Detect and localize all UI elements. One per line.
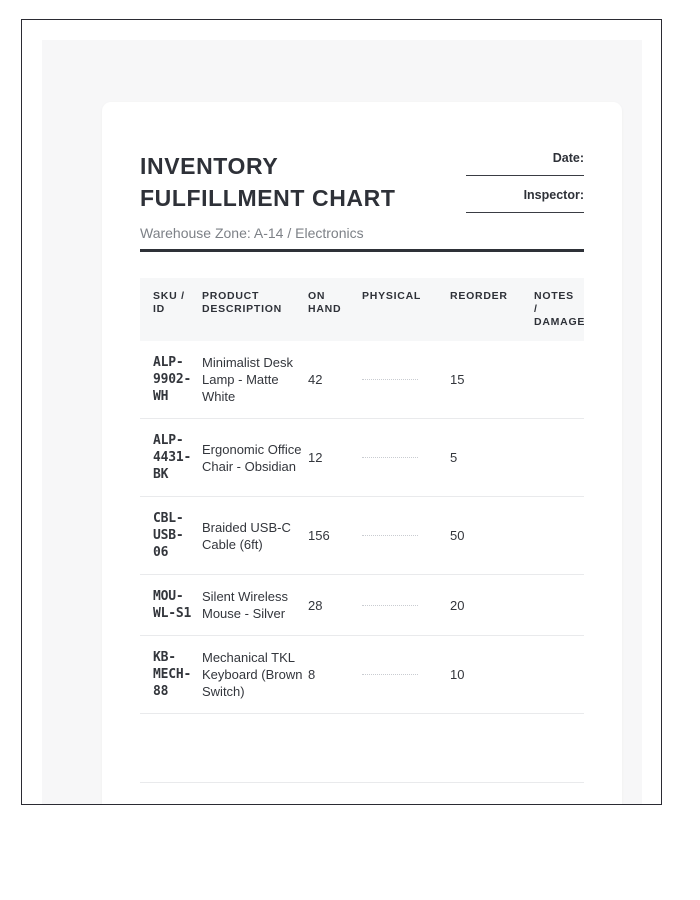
cell-sku: ALP-9902-WH	[140, 341, 202, 419]
cell-empty[interactable]	[202, 783, 308, 806]
cell-sku: ALP-4431-BK	[140, 419, 202, 497]
physical-count-write-in-line[interactable]	[362, 535, 418, 536]
cell-empty[interactable]	[362, 714, 450, 783]
physical-count-write-in-line[interactable]	[362, 605, 418, 606]
cell-empty[interactable]	[534, 783, 584, 806]
document-card	[102, 102, 622, 805]
date-label: Date:	[552, 151, 584, 165]
cell-sku: KB-MECH-88	[140, 636, 202, 714]
inventory-table	[140, 278, 584, 805]
column-header-physical: PHYSICAL	[362, 278, 450, 341]
table-header	[140, 278, 584, 341]
cell-physical-count-input[interactable]	[362, 341, 450, 419]
cell-empty[interactable]	[308, 714, 362, 783]
page-title-line-1: INVENTORY	[140, 153, 279, 179]
cell-on-hand: 12	[308, 419, 362, 497]
cell-reorder: 15	[450, 341, 534, 419]
table-row	[140, 419, 584, 497]
cell-reorder: 5	[450, 419, 534, 497]
cell-on-hand: 156	[308, 497, 362, 575]
cell-empty[interactable]	[534, 714, 584, 783]
cell-description: Mechanical TKL Keyboard (Brown Switch)	[202, 636, 308, 714]
column-header-description: PRODUCT DESCRIPTION	[202, 278, 308, 341]
table-row	[140, 636, 584, 714]
header-divider	[140, 249, 584, 252]
cell-notes-damage-input[interactable]	[534, 419, 584, 497]
cell-reorder: 20	[450, 575, 534, 636]
meta-block	[434, 150, 584, 213]
inspector-write-in-line[interactable]	[466, 212, 584, 213]
cell-empty[interactable]	[362, 783, 450, 806]
cell-physical-count-input[interactable]	[362, 575, 450, 636]
cell-notes-damage-input[interactable]	[534, 497, 584, 575]
cell-empty[interactable]	[450, 783, 534, 806]
date-write-in-line[interactable]	[466, 175, 584, 176]
cell-description: Ergonomic Office Chair - Obsidian	[202, 419, 308, 497]
page-backdrop	[42, 40, 642, 805]
cell-sku: CBL-USB-06	[140, 497, 202, 575]
column-header-sku: SKU / ID	[140, 278, 202, 341]
page-title-line-2: FULFILLMENT CHART	[140, 185, 396, 211]
document-header	[140, 102, 584, 239]
cell-empty[interactable]	[308, 783, 362, 806]
physical-count-write-in-line[interactable]	[362, 674, 418, 675]
physical-count-write-in-line[interactable]	[362, 457, 418, 458]
inspector-label: Inspector:	[523, 188, 584, 202]
cell-description: Braided USB-C Cable (6ft)	[202, 497, 308, 575]
cell-description: Silent Wireless Mouse - Silver	[202, 575, 308, 636]
cell-physical-count-input[interactable]	[362, 636, 450, 714]
column-header-reorder: REORDER	[450, 278, 534, 341]
viewport-frame	[21, 19, 662, 805]
cell-physical-count-input[interactable]	[362, 497, 450, 575]
table-row-empty[interactable]	[140, 714, 584, 783]
cell-physical-count-input[interactable]	[362, 419, 450, 497]
cell-sku: MOU-WL-S1	[140, 575, 202, 636]
column-header-notes: NOTES / DAMAGE	[534, 278, 584, 341]
title-block	[140, 150, 440, 242]
cell-empty[interactable]	[140, 783, 202, 806]
cell-on-hand: 42	[308, 341, 362, 419]
cell-empty[interactable]	[202, 714, 308, 783]
cell-reorder: 10	[450, 636, 534, 714]
table-body	[140, 341, 584, 805]
table-row	[140, 575, 584, 636]
cell-on-hand: 28	[308, 575, 362, 636]
page-subtitle: Warehouse Zone: A-14 / Electronics	[140, 225, 364, 241]
table-header-row	[140, 278, 584, 341]
cell-description: Minimalist Desk Lamp - Matte White	[202, 341, 308, 419]
cell-notes-damage-input[interactable]	[534, 636, 584, 714]
cell-notes-damage-input[interactable]	[534, 341, 584, 419]
cell-on-hand: 8	[308, 636, 362, 714]
column-header-on-hand: ON HAND	[308, 278, 362, 341]
cell-empty[interactable]	[450, 714, 534, 783]
physical-count-write-in-line[interactable]	[362, 379, 418, 380]
table-row	[140, 497, 584, 575]
table-row	[140, 341, 584, 419]
cell-notes-damage-input[interactable]	[534, 575, 584, 636]
cell-empty[interactable]	[140, 714, 202, 783]
table-row-empty[interactable]	[140, 783, 584, 806]
cell-reorder: 50	[450, 497, 534, 575]
